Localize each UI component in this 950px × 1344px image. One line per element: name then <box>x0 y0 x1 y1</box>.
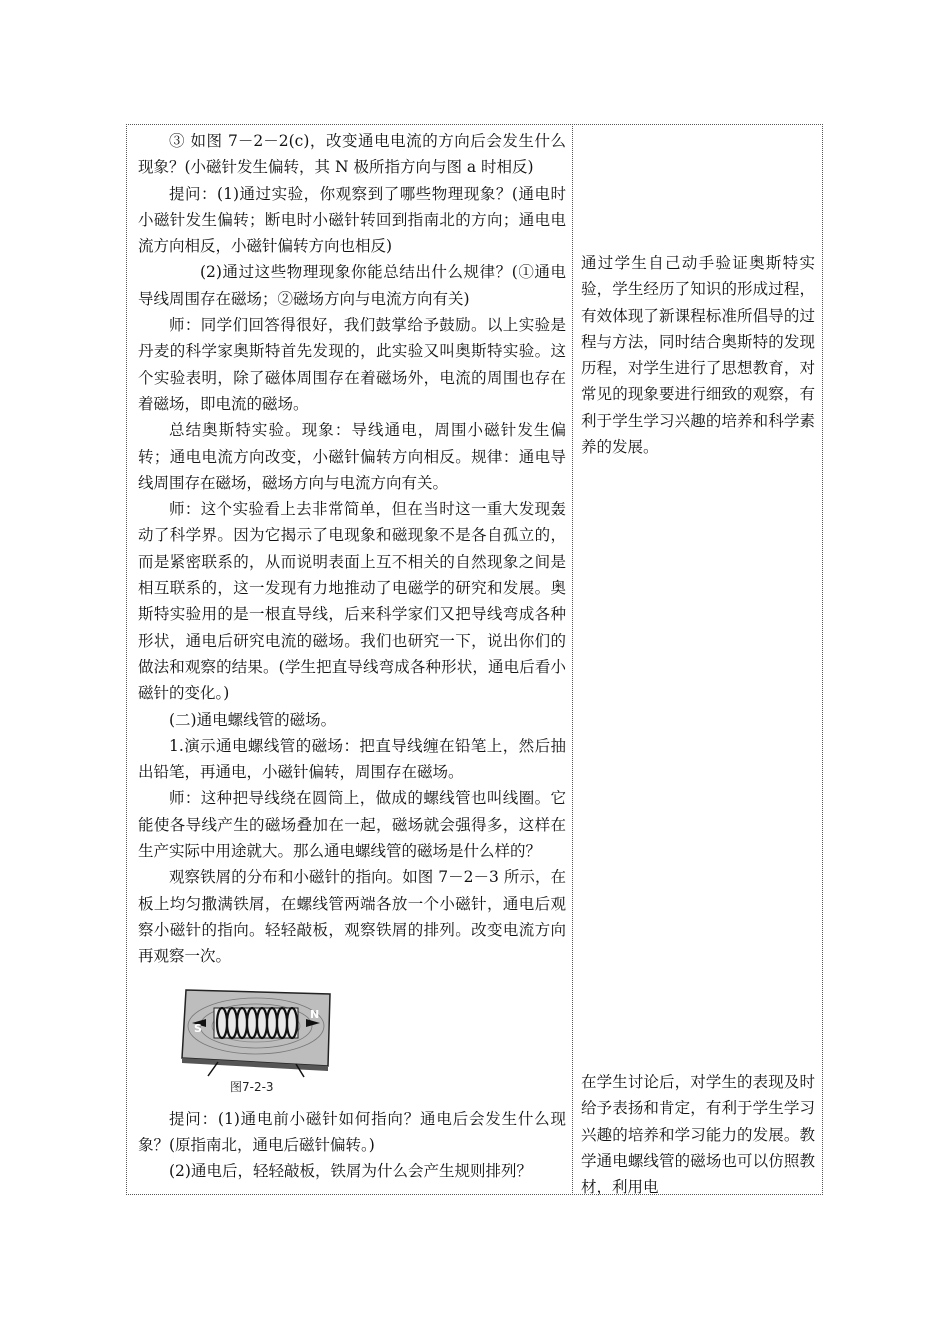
paragraph-ask-1: 提问：(1)通过实验，你观察到了哪些物理现象？(通电时小磁针发生偏转；断电时小磁针转回到指南北的方向；通电电流方向相反，小磁针偏转方向也相反) <box>138 184 566 256</box>
paragraph-summary: 总结奥斯特实验。现象：导线通电，周围小磁针发生偏转；通电电流方向改变，小磁针偏转方向相反。规律：通电导线周围存在磁场，磁场方向与电流方向有关。 <box>138 421 566 492</box>
paragraph-observe: 观察铁屑的分布和小磁针的指向。如图 7－2－3 所示，在板上均匀撒满铁屑，在螺线管两端各放一个小磁针，通电后观察小磁针的指向。轻轻敲板，观察铁屑的排列。改变电流方向再观察一次。 <box>138 868 566 966</box>
paragraph-ask-3: 提问：(1)通电前小磁针如何指向？通电后会发生什么现象？(原指南北，通电后磁针偏转。) <box>138 1109 566 1154</box>
column-divider <box>572 124 573 1195</box>
teaching-process-column <box>138 128 566 1184</box>
paragraph-ask-4: (2)通电后，轻轻敲板，铁屑为什么会产生规则排列？ <box>169 1162 532 1181</box>
paragraph-ask-2: (2)通过这些物理现象你能总结出什么规律？(①通电导线周围存在磁场；②磁场方向与电流方向有关) <box>138 263 566 308</box>
n-pole-label: N <box>310 1007 320 1021</box>
design-intent-note-2 <box>581 1069 815 1200</box>
paragraph-question-3: ③ 如图 7－2－2(c)，改变通电电流的方向后会发生什么现象？(小磁针发生偏转，其 N 极所指方向与图 a 时相反) <box>138 132 566 177</box>
note-text-1: 通过学生自己动手验证奥斯特实验，学生经历了知识的形成过程，有效体现了新课程标准所倡导的过程与方法，同时结合奥斯特的发现历程，对学生进行了思想教育，对常见的现象要进行细致的观察，有利于学生学习兴趣的培养和科学素养的发展。 <box>581 254 815 457</box>
paragraph-demo: 1.演示通电螺线管的磁场：把直导线缠在铅笔上，然后抽出铅笔，再通电，小磁针偏转，周围存在磁场。 <box>138 736 566 782</box>
design-intent-note-1 <box>581 250 815 460</box>
s-pole-label: S <box>194 1021 202 1035</box>
paragraph-teacher-1: 师：同学们回答得很好，我们鼓掌给予鼓励。以上实验是丹麦的科学家奥斯特首先发现的，此实验又叫奥斯特实验。这个实验表明，除了磁体周围存在着磁场外，电流的周围也存在着磁场，即电流的磁场。 <box>138 316 566 413</box>
figure-solenoid <box>138 978 566 1102</box>
solenoid-illustration <box>178 978 338 1078</box>
note-text-2: 在学生讨论后，对学生的表现及时给予表扬和肯定，有利于学生学习兴趣的培养和学习能力的发展。教学通电螺线管的磁场也可以仿照教材，利用电 <box>581 1073 815 1197</box>
figure-caption: 图7-2-3 <box>230 1079 274 1094</box>
paragraph-teacher-3: 师：这种把导线绕在圆筒上，做成的螺线管也叫线圈。它能使各导线产生的磁场叠加在一起，磁场就会强得多，这样在生产实际中用途就大。那么通电螺线管的磁场是什么样的？ <box>138 789 566 861</box>
paragraph-teacher-2: 师：这个实验看上去非常简单，但在当时这一重大发现轰动了科学界。因为它揭示了电现象和磁现象不是各自孤立的，而是紧密联系的，从而说明表面上互不相关的自然现象之间是相互联系的，这一发现有力地推动了电磁学的研究和发展。奥斯特实验用的是一根直导线，后来科学家们又把导线弯成各种形状，通电后研究电流的磁场。我们也研究一下，说出你们的做法和观察的结果。(学生把直导线弯成各种形状，通电后看小磁针的变化。) <box>138 500 566 703</box>
section-heading-solenoid: (二)通电螺线管的磁场。 <box>169 710 337 729</box>
